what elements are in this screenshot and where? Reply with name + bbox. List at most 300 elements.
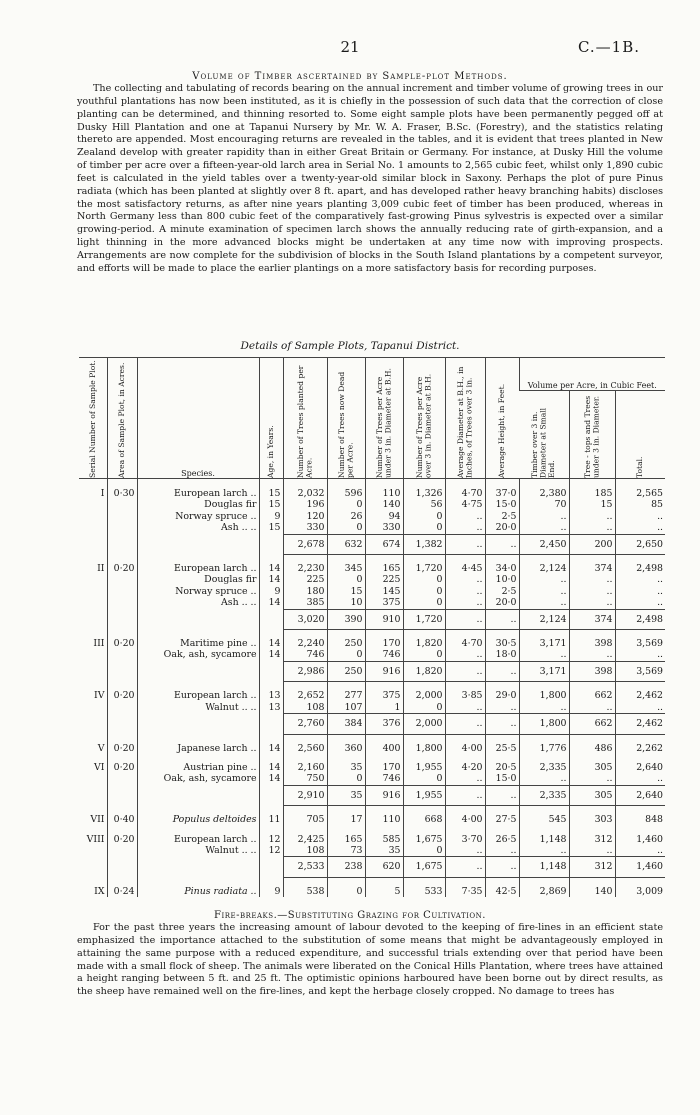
cell-dead (327, 563, 365, 609)
cell-tops (569, 834, 615, 857)
spacer-cell (615, 826, 665, 834)
subtotal-timber: 3,171 (519, 661, 569, 681)
subtotal-tops: 374 (569, 609, 615, 629)
cell-tops-line: 398 (594, 638, 613, 650)
cell-blank (137, 609, 259, 629)
cell-under3-line: 330 (382, 522, 401, 534)
cell-species (137, 762, 259, 785)
cell-serial-value: III (93, 638, 105, 650)
table-row (79, 814, 665, 825)
subtotal-timber: 2,335 (519, 785, 569, 805)
cell-timber-line: 3,171 (539, 638, 567, 650)
cell-tops (569, 814, 615, 825)
subtotal-planted: 2,986 (283, 661, 327, 681)
cell-age-line: 14 (268, 597, 281, 609)
cell-avgdiam (445, 886, 485, 897)
cell-species-line: Ash .. .. (221, 522, 257, 534)
cell-dead (327, 762, 365, 785)
cell-avgdiam-line: .. (476, 522, 483, 534)
table-row (79, 690, 665, 713)
subtotal-tops: 662 (569, 714, 615, 734)
cell-under3-line: 140 (382, 499, 401, 511)
cell-age-line: 15 (268, 522, 281, 534)
subtotal-timber: 1,800 (519, 714, 569, 734)
cell-blank (259, 857, 283, 877)
spacer-cell (615, 630, 665, 639)
subtotal-height: .. (485, 857, 519, 877)
cell-tops (569, 743, 615, 754)
spacer-cell (79, 826, 107, 834)
cell-tops-line: 374 (594, 563, 613, 575)
cell-tops-line: 662 (594, 690, 613, 702)
cell-tops-line: .. (606, 585, 613, 597)
cell-under3 (365, 479, 403, 535)
cell-area (107, 479, 137, 535)
cell-planted-line: 2,652 (297, 690, 325, 702)
cell-area-value: 0·30 (113, 488, 135, 499)
cell-total (615, 690, 665, 713)
subtotal-total: 2,640 (615, 785, 665, 805)
table-subtotal-row (79, 714, 665, 734)
cell-total-line: .. (657, 574, 664, 586)
subtotal-avgdiam: .. (445, 609, 485, 629)
cell-species (137, 690, 259, 713)
spacer-cell (485, 682, 519, 691)
cell-under3-line: 110 (382, 488, 401, 499)
subtotal-planted: 3,020 (283, 609, 327, 629)
cell-species-line: Douglas fir (204, 574, 257, 586)
cell-area-value: 0·24 (113, 885, 135, 897)
cell-planted (283, 762, 327, 785)
cell-dead (327, 886, 365, 897)
subtotal-height: .. (485, 609, 519, 629)
cell-height-line: 26·5 (495, 833, 517, 845)
cell-total-line: 2,262 (636, 742, 664, 754)
cell-planted-line: 2,160 (297, 761, 325, 773)
spacer-cell (519, 682, 569, 691)
spacer-cell (137, 806, 259, 815)
cell-tops-line: 15 (600, 499, 613, 511)
spacer-cell (615, 682, 665, 691)
cell-species-line: Japanese larch .. (177, 742, 257, 754)
spacer-cell (445, 754, 485, 762)
subtotal-tops: 305 (569, 785, 615, 805)
cell-under3-line: 585 (382, 833, 401, 845)
cell-over3-line: 0 (436, 510, 443, 522)
spacer-cell (445, 630, 485, 639)
cell-dead-line: 0 (356, 773, 363, 785)
cell-over3 (403, 638, 445, 661)
spacer-cell (569, 877, 615, 886)
cell-tops-line: 140 (594, 885, 613, 897)
subtotal-dead: 35 (327, 785, 365, 805)
spacer-cell (485, 806, 519, 815)
cell-blank (107, 785, 137, 805)
cell-dead-line: 0 (356, 649, 363, 661)
spacer-cell (365, 826, 403, 834)
spacer-cell (137, 826, 259, 834)
spacer-cell (79, 682, 107, 691)
cell-timber-line: .. (560, 773, 567, 785)
cell-planted-line: 196 (306, 499, 325, 511)
cell-age (259, 638, 283, 661)
cell-height-line: 30·5 (495, 638, 517, 650)
cell-age-line: 14 (268, 761, 281, 773)
subtotal-dead: 632 (327, 534, 365, 554)
cell-over3-line: 0 (436, 649, 443, 661)
cell-timber-line: .. (560, 844, 567, 856)
cell-blank (259, 661, 283, 681)
cell-age (259, 690, 283, 713)
spacer-cell (79, 754, 107, 762)
cell-under3 (365, 834, 403, 857)
cell-avgdiam-line: 4·45 (461, 563, 483, 575)
spacer-cell (137, 555, 259, 564)
cell-species-line: European larch .. (174, 488, 257, 499)
subtotal-planted: 2,760 (283, 714, 327, 734)
subtotal-dead: 238 (327, 857, 365, 877)
cell-age-line: 14 (268, 773, 281, 785)
cell-height-line: 15·0 (495, 499, 517, 511)
cell-dead-line: 250 (344, 638, 363, 650)
cell-avgdiam-line: .. (476, 649, 483, 661)
cell-area-value: 0·20 (113, 638, 135, 650)
cell-serial (79, 834, 107, 857)
cell-planted-line: 746 (306, 649, 325, 661)
table-subtotal-row (79, 609, 665, 629)
cell-serial-value: IV (94, 690, 105, 702)
cell-over3-line: 1,800 (415, 742, 443, 754)
cell-under3-line: 170 (382, 761, 401, 773)
cell-timber-line: 2,335 (539, 761, 567, 773)
cell-area (107, 834, 137, 857)
subtotal-height: .. (485, 534, 519, 554)
cell-dead-line: 17 (350, 814, 363, 826)
spacer-cell (485, 754, 519, 762)
spacer-cell (137, 734, 259, 743)
cell-dead-line: 10 (350, 597, 363, 609)
cell-age-line: 14 (268, 649, 281, 661)
col-header-over3: Number of Trees per Acre over 3 in. Diameter at B.H. (403, 358, 445, 479)
cell-total-line: 2,498 (636, 563, 664, 575)
cell-species-line: Oak, ash, sycamore (163, 649, 257, 661)
cell-under3-line: 35 (388, 844, 401, 856)
cell-height-line: 34·0 (495, 563, 517, 575)
spacer-cell (403, 555, 445, 564)
cell-height-line: 20·0 (495, 597, 517, 609)
cell-planted-line: 2,230 (297, 563, 325, 575)
cell-tops-line: .. (606, 574, 613, 586)
spacer-cell (615, 555, 665, 564)
spacer-cell (615, 754, 665, 762)
table-row (79, 834, 665, 857)
cell-height-line: 25·5 (495, 742, 517, 754)
cell-tops-line: 305 (594, 761, 613, 773)
cell-avgdiam-line: 4·00 (461, 742, 483, 754)
cell-avgdiam-line: .. (476, 585, 483, 597)
cell-over3 (403, 814, 445, 825)
cell-tops-line: 486 (594, 742, 613, 754)
cell-over3-line: 533 (424, 885, 443, 897)
spacer-cell (107, 630, 137, 639)
cell-blank (137, 857, 259, 877)
cell-over3 (403, 886, 445, 897)
cell-blank (107, 661, 137, 681)
table-row (79, 638, 665, 661)
spacer-cell (485, 630, 519, 639)
subtotal-planted: 2,533 (283, 857, 327, 877)
cell-age (259, 479, 283, 535)
cell-dead (327, 479, 365, 535)
cell-tops (569, 638, 615, 661)
spacer-cell (79, 806, 107, 815)
cell-avgdiam (445, 743, 485, 754)
cell-tops-line: 312 (594, 833, 613, 845)
cell-timber (519, 814, 569, 825)
col-header-timber: Timber over 3 in. Diameter at Small End. (519, 391, 569, 479)
cell-under3 (365, 563, 403, 609)
cell-height-line: 20·5 (495, 761, 517, 773)
spacer-cell (569, 555, 615, 564)
cell-avgdiam (445, 563, 485, 609)
cell-species (137, 563, 259, 609)
cell-species-line: Populus deltoides (172, 814, 257, 826)
cell-age-line: 14 (268, 742, 281, 754)
cell-serial-value: IX (94, 885, 105, 897)
spacer-cell (403, 734, 445, 743)
cell-area-value: 0·20 (113, 563, 135, 575)
cell-tops-line: .. (606, 510, 613, 522)
cell-total-line: .. (657, 701, 664, 713)
cell-timber-line: .. (560, 522, 567, 534)
cell-under3-line: 1 (394, 701, 401, 713)
spacer-cell (445, 734, 485, 743)
row-spacer (79, 630, 665, 639)
cell-dead (327, 638, 365, 661)
spacer-cell (519, 754, 569, 762)
cell-blank (259, 714, 283, 734)
spacer-cell (403, 826, 445, 834)
cell-age (259, 814, 283, 825)
cell-dead-line: 26 (350, 510, 363, 522)
subtotal-height: .. (485, 714, 519, 734)
section-title-fire-breaks: Fire-breaks.—Substituting Grazing for Cultivation. (214, 910, 486, 921)
cell-height-line: .. (510, 701, 517, 713)
cell-height (485, 814, 519, 825)
cell-area (107, 814, 137, 825)
cell-planted (283, 690, 327, 713)
table-subtotal-row (79, 661, 665, 681)
cell-species-line: European larch .. (174, 690, 257, 702)
cell-species (137, 638, 259, 661)
subtotal-under3: 674 (365, 534, 403, 554)
cell-total (615, 638, 665, 661)
spacer-cell (259, 555, 283, 564)
cell-blank (79, 609, 107, 629)
spacer-cell (259, 754, 283, 762)
cell-over3-line: 56 (430, 499, 443, 511)
cell-dead (327, 814, 365, 825)
table-subtotal-row (79, 857, 665, 877)
spacer-cell (283, 555, 327, 564)
cell-tops (569, 762, 615, 785)
cell-height-line: 2·5 (501, 510, 517, 522)
subtotal-total: 2,462 (615, 714, 665, 734)
cell-species-line: Walnut .. .. (205, 701, 257, 713)
subtotal-avgdiam: .. (445, 857, 485, 877)
spacer-cell (327, 734, 365, 743)
spacer-cell (403, 754, 445, 762)
col-header-volume-group: Volume per Acre, in Cubic Feet. (519, 358, 665, 391)
spacer-cell (485, 877, 519, 886)
cell-avgdiam (445, 638, 485, 661)
section-title-volume: Volume of Timber ascertained by Sample-plot Methods. (192, 71, 508, 82)
spacer-cell (79, 734, 107, 743)
cell-planted-line: 2,032 (297, 488, 325, 499)
col-header-dead: Number of Trees now Dead per Acre. (327, 358, 365, 479)
row-spacer (79, 826, 665, 834)
cell-under3-line: 165 (382, 563, 401, 575)
spacer-cell (615, 877, 665, 886)
cell-under3-line: 145 (382, 585, 401, 597)
document-reference: C.—1B. (577, 38, 640, 56)
cell-over3-line: 1,675 (415, 833, 443, 845)
col-header-tops: Tree - tops and Trees under 3 in. Diameter. (569, 391, 615, 479)
cell-timber-line: .. (560, 510, 567, 522)
cell-age-line: 12 (268, 844, 281, 856)
cell-total (615, 886, 665, 897)
cell-over3-line: 0 (436, 773, 443, 785)
cell-timber (519, 762, 569, 785)
cell-planted-line: 538 (306, 885, 325, 897)
row-spacer (79, 806, 665, 815)
cell-total-line: 2,640 (636, 761, 664, 773)
cell-area-value: 0·20 (113, 742, 135, 754)
cell-total-line: 2,565 (636, 488, 664, 499)
cell-under3-line: 746 (382, 773, 401, 785)
cell-serial-value: V (97, 742, 105, 754)
sample-plots-table (79, 357, 665, 897)
cell-timber-line: 1,776 (539, 742, 567, 754)
cell-area-value: 0·20 (113, 690, 135, 702)
cell-timber (519, 886, 569, 897)
cell-species-line: Walnut .. .. (205, 844, 257, 856)
cell-blank (107, 714, 137, 734)
subtotal-over3: 1,820 (403, 661, 445, 681)
col-header-total: Total. (615, 391, 665, 479)
cell-species-line: European larch .. (174, 563, 257, 575)
cell-timber (519, 638, 569, 661)
cell-avgdiam-line: 4·75 (461, 499, 483, 511)
spacer-cell (403, 682, 445, 691)
cell-timber-line: 545 (548, 814, 567, 826)
spacer-cell (365, 734, 403, 743)
cell-avgdiam (445, 762, 485, 785)
spacer-cell (137, 682, 259, 691)
cell-avgdiam-line: .. (476, 701, 483, 713)
cell-total-line: .. (657, 585, 664, 597)
cell-species (137, 479, 259, 535)
cell-over3 (403, 479, 445, 535)
cell-under3-line: 746 (382, 649, 401, 661)
spacer-cell (327, 826, 365, 834)
cell-over3-line: 668 (424, 814, 443, 826)
col-header-age: Age, in Years. (259, 358, 283, 479)
cell-planted (283, 638, 327, 661)
cell-blank (259, 609, 283, 629)
cell-over3 (403, 743, 445, 754)
cell-timber-line: .. (560, 701, 567, 713)
cell-height (485, 479, 519, 535)
spacer-cell (445, 826, 485, 834)
cell-planted (283, 886, 327, 897)
cell-blank (137, 714, 259, 734)
subtotal-dead: 250 (327, 661, 365, 681)
subtotal-over3: 2,000 (403, 714, 445, 734)
subtotal-avgdiam: .. (445, 534, 485, 554)
cell-under3-line: 225 (382, 574, 401, 586)
spacer-cell (519, 826, 569, 834)
cell-under3-line: 375 (382, 690, 401, 702)
cell-total-line: 85 (651, 499, 664, 511)
cell-blank (79, 534, 107, 554)
cell-age-line: 13 (268, 690, 281, 702)
cell-avgdiam-line: 7·35 (461, 885, 483, 897)
cell-species-line: Pinus radiata .. (184, 885, 257, 897)
cell-dead-line: 596 (344, 488, 363, 499)
cell-over3 (403, 834, 445, 857)
cell-planted-line: 2,240 (297, 638, 325, 650)
spacer-cell (327, 877, 365, 886)
spacer-cell (283, 682, 327, 691)
spacer-cell (403, 806, 445, 815)
spacer-cell (259, 734, 283, 743)
cell-timber (519, 479, 569, 535)
spacer-cell (569, 682, 615, 691)
cell-serial (79, 886, 107, 897)
cell-age-line: 14 (268, 563, 281, 575)
cell-age (259, 762, 283, 785)
cell-over3 (403, 563, 445, 609)
cell-under3-line: 5 (394, 885, 401, 897)
spacer-cell (365, 806, 403, 815)
cell-total-line: 1,460 (636, 833, 664, 845)
spacer-cell (107, 877, 137, 886)
cell-avgdiam-line: 4·20 (461, 761, 483, 773)
spacer-cell (569, 630, 615, 639)
spacer-cell (327, 682, 365, 691)
row-spacer (79, 734, 665, 743)
cell-total-line: .. (657, 597, 664, 609)
cell-planted-line: 108 (306, 701, 325, 713)
cell-over3-line: 1,955 (415, 761, 443, 773)
cell-over3-line: 0 (436, 522, 443, 534)
spacer-cell (569, 806, 615, 815)
cell-dead-line: 73 (350, 844, 363, 856)
cell-serial-value: VII (90, 814, 105, 826)
cell-planted (283, 834, 327, 857)
cell-blank (79, 661, 107, 681)
spacer-cell (107, 682, 137, 691)
spacer-cell (327, 555, 365, 564)
subtotal-total: 2,498 (615, 609, 665, 629)
cell-avgdiam (445, 834, 485, 857)
cell-total-line: 2,462 (636, 690, 664, 702)
cell-serial (79, 479, 107, 535)
cell-blank (107, 609, 137, 629)
cell-age (259, 886, 283, 897)
cell-age (259, 563, 283, 609)
